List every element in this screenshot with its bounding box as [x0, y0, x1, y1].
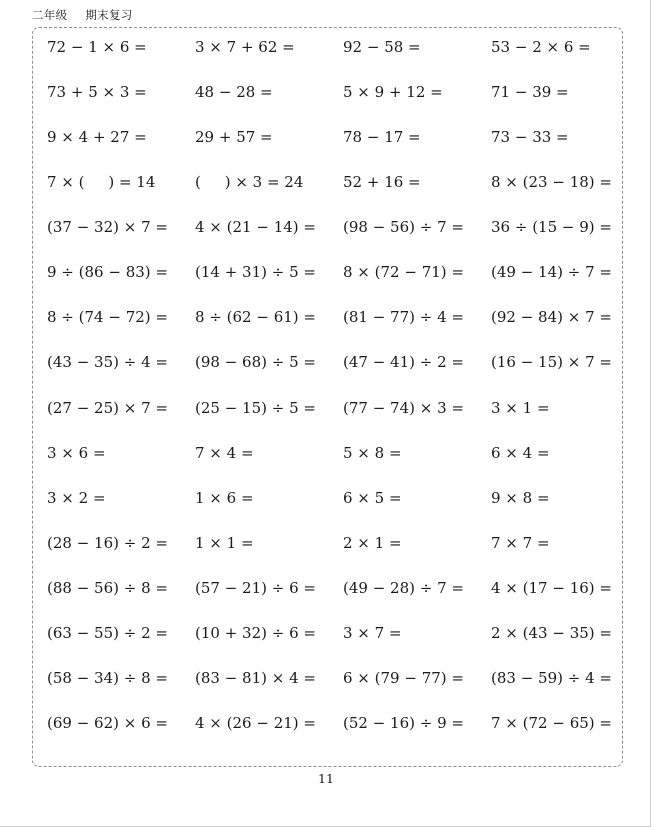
problem-grid: [47, 25, 627, 746]
problem-9-1: (27 − 25) × 7 =: [47, 398, 168, 417]
problem-1-3: 92 − 58 =: [343, 38, 421, 56]
problem-7-3: (81 − 77) ÷ 4 =: [343, 308, 464, 327]
problem-5-3: (98 − 56) ÷ 7 =: [343, 218, 464, 237]
problem-14-1: (63 − 55) ÷ 2 =: [47, 623, 168, 642]
problem-15-4: (83 − 59) ÷ 4 =: [491, 668, 612, 687]
problem-3-3: 78 − 17 =: [343, 128, 421, 147]
problem-12-4: 7 × 7 =: [491, 533, 550, 552]
page-header: [32, 7, 133, 23]
problem-8-1: (43 − 35) ÷ 4 =: [47, 353, 168, 372]
problem-6-1: 9 ÷ (86 − 83) =: [47, 263, 168, 282]
problem-13-3: (49 − 28) ÷ 7 =: [343, 578, 464, 597]
problem-12-1: (28 − 16) ÷ 2 =: [47, 533, 168, 552]
problem-14-4: 2 × (43 − 35) =: [491, 623, 612, 642]
problem-12-3: 2 × 1 =: [343, 533, 402, 552]
problem-8-2: (98 − 68) ÷ 5 =: [195, 353, 316, 372]
problem-2-4: 71 − 39 =: [491, 83, 569, 102]
problem-16-3: (52 − 16) ÷ 9 =: [343, 713, 464, 732]
problem-13-4: 4 × (17 − 16) =: [491, 578, 612, 597]
problem-4-2: ( ) × 3 = 24: [195, 173, 304, 192]
problem-6-3: 8 × (72 − 71) =: [343, 263, 464, 282]
problem-11-3: 6 × 5 =: [343, 488, 402, 507]
problem-5-2: 4 × (21 − 14) =: [195, 218, 316, 237]
problem-1-1: 72 − 1 × 6 =: [47, 38, 147, 56]
problem-2-2: 48 − 28 =: [195, 83, 273, 102]
problem-14-2: (10 + 32) ÷ 6 =: [195, 623, 316, 642]
problem-11-1: 3 × 2 =: [47, 488, 106, 507]
page-number: 11: [318, 771, 334, 786]
problem-3-1: 9 × 4 + 27 =: [47, 128, 147, 147]
problem-16-2: 4 × (26 − 21) =: [195, 713, 316, 732]
problem-5-1: (37 − 32) × 7 =: [47, 218, 168, 237]
problem-6-2: (14 + 31) ÷ 5 =: [195, 263, 316, 282]
problem-15-2: (83 − 81) × 4 =: [195, 668, 316, 687]
problem-16-4: 7 × (72 − 65) =: [491, 713, 612, 732]
problem-14-3: 3 × 7 =: [343, 623, 402, 642]
problem-3-4: 73 − 33 =: [491, 128, 569, 147]
problem-10-2: 7 × 4 =: [195, 443, 254, 462]
problem-15-3: 6 × (79 − 77) =: [343, 668, 464, 687]
problem-4-4: 8 × (23 − 18) =: [491, 173, 612, 192]
problem-5-4: 36 ÷ (15 − 9) =: [491, 218, 612, 237]
problem-1-2: 3 × 7 + 62 =: [195, 38, 295, 56]
problem-4-1: 7 × ( ) = 14: [47, 173, 156, 192]
problem-16-1: (69 − 62) × 6 =: [47, 713, 168, 732]
problem-3-2: 29 + 57 =: [195, 128, 273, 147]
problem-9-3: (77 − 74) × 3 =: [343, 398, 464, 417]
problem-8-4: (16 − 15) × 7 =: [491, 353, 612, 372]
problem-9-2: (25 − 15) ÷ 5 =: [195, 398, 316, 417]
problem-2-3: 5 × 9 + 12 =: [343, 83, 443, 102]
problem-2-1: 73 + 5 × 3 =: [47, 83, 147, 102]
problem-13-2: (57 − 21) ÷ 6 =: [195, 578, 316, 597]
problem-7-2: 8 ÷ (62 − 61) =: [195, 308, 316, 327]
problem-4-3: 52 + 16 =: [343, 173, 421, 192]
problem-10-3: 5 × 8 =: [343, 443, 402, 462]
problem-15-1: (58 − 34) ÷ 8 =: [47, 668, 168, 687]
problem-1-4: 53 − 2 × 6 =: [491, 38, 591, 56]
problem-10-4: 6 × 4 =: [491, 443, 550, 462]
problem-8-3: (47 − 41) ÷ 2 =: [343, 353, 464, 372]
problem-9-4: 3 × 1 =: [491, 398, 550, 417]
problem-12-2: 1 × 1 =: [195, 533, 254, 552]
problem-10-1: 3 × 6 =: [47, 443, 106, 462]
problem-11-4: 9 × 8 =: [491, 488, 550, 507]
problem-13-1: (88 − 56) ÷ 8 =: [47, 578, 168, 597]
problem-6-4: (49 − 14) ÷ 7 =: [491, 263, 612, 282]
grade-label: 二年级: [32, 8, 68, 22]
problem-7-1: 8 ÷ (74 − 72) =: [47, 308, 168, 327]
problem-7-4: (92 − 84) × 7 =: [491, 308, 612, 327]
problem-11-2: 1 × 6 =: [195, 488, 254, 507]
review-label: 期末复习: [85, 8, 133, 22]
